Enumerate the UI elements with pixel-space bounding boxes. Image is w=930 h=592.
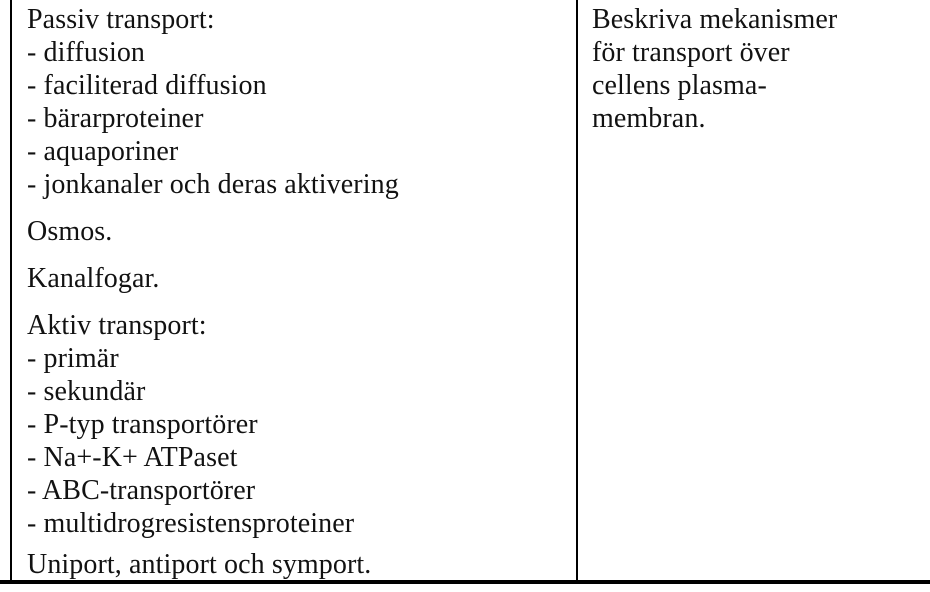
paragraph: Passiv transport: - diffusion - faciliterad diffusion - bärarproteiner - aquaporiner - jonkanaler och deras aktivering	[27, 4, 399, 200]
table-column-divider	[576, 0, 578, 584]
table-cell-learning-objective	[592, 0, 922, 135]
table-cell-course-content	[27, 0, 567, 581]
table-left-border	[10, 0, 12, 584]
paragraph: Beskriva mekanismer för transport över cellens plasma- membran.	[592, 4, 838, 134]
paragraph: Kanalfogar.	[27, 263, 160, 294]
paragraph: Aktiv transport: - primär - sekundär - P-typ transportörer - Na+-K+ ATPaset - ABC-transportörer - multidrogresistensproteiner	[27, 310, 355, 539]
paragraph: Uniport, antiport och symport.	[27, 549, 372, 580]
paragraph: Osmos.	[27, 216, 113, 247]
